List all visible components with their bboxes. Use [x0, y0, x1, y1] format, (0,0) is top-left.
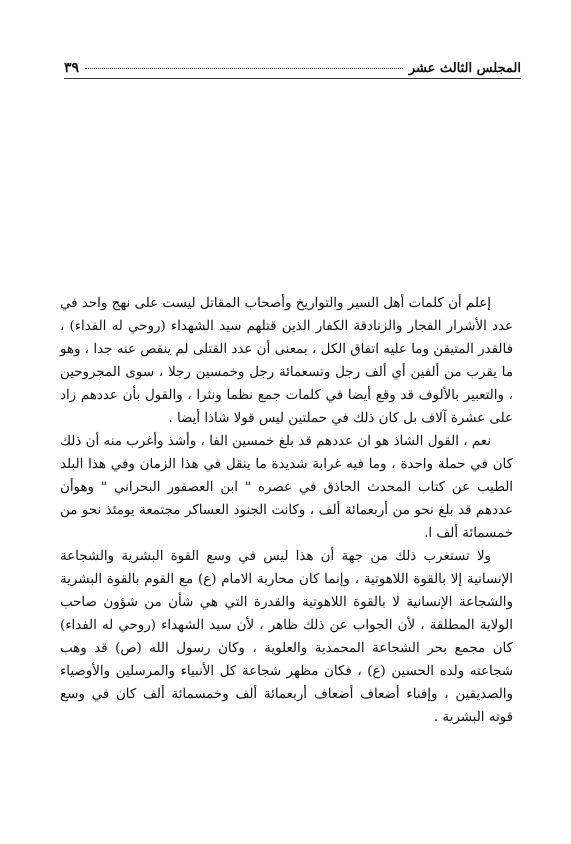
body-text: [60, 292, 513, 729]
chapter-title: المجلس الثالث عشر: [408, 61, 521, 76]
paragraph-3: ولا تستغرب ذلك من جهة أن هذا ليس في وسع القوة البشرية والشجاعة الإنسانية إلا بالقوة اللاهوتية ، وإنما كان محاربة الامام (ع) مع القوم بالقوة البشرية والشجاعة الإنسانية لا بالقوة اللاهوتية والقدرة التي هي شأن من شؤون صاحب الولاية المطلقة ، لأن الجواب عن ذلك ظاهر ، لأن سيد الشهداء (روحي له الفداء) كان مجمع بحر الشجاعة المحمدية والعلوية ، وكان رسول الله (ص) قد وهب شجاعته ولده الحسين (ع) ، فكان مظهر شجاعة كل الأنبياء والمرسلين والأوصياء والصديقين ، وإفناء أضعاف أضعاف أربعمائة ألف وخمسمائة ألف كان في وسع قوته البشرية .: [60, 549, 513, 725]
header-leader-dots: [85, 68, 403, 69]
running-header: [64, 60, 521, 79]
paragraph-2: نعم ، القول الشاذ هو ان عددهم قد بلغ خمسين الفا ، وأشذ وأغرب منه أن ذلك كان في حملة واحدة ، وما فيه غرابة شديدة ما ينقل في هذا الزمان وفي هذا البلد الطيب عن كتاب المحدث الحاذق في عصره " ابن العصفور البحراني " وهوأن عددهم قد بلغ نحو من أربعمائة ألف ، وكانت الجنود العساكر مجتمعة يومئذ نحو من خمسمائة ألف ا.: [60, 434, 513, 541]
paragraph-1: إعلم أن كلمات أهل السير والتواريخ وأصحاب المقاتل ليست على نهج واحد في عدد الأشرار الفجار والزنادقة الكفار الذين قتلهم سيد الشهداء (روحي له الفداء) ، فالقدر المتيقن وما عليه اتفاق الكل ، بمعنى أن عدد القتلى لم ينقص عنه جدا ، وهو ما يقرب من ألفين أي ألف رجل وتسعمائة رجل وخمسين رجلا ، سوى المجروحين ، والتعبير بالألوف قد وقع أيضا في كلمات جمع نظما ونثرا ، والقول بأن عددهم زاد على عشرة آلاف بل كان ذلك في حملتين ليس قولا شاذا أيضا .: [60, 296, 513, 426]
page-number: ٣٩: [64, 60, 80, 76]
